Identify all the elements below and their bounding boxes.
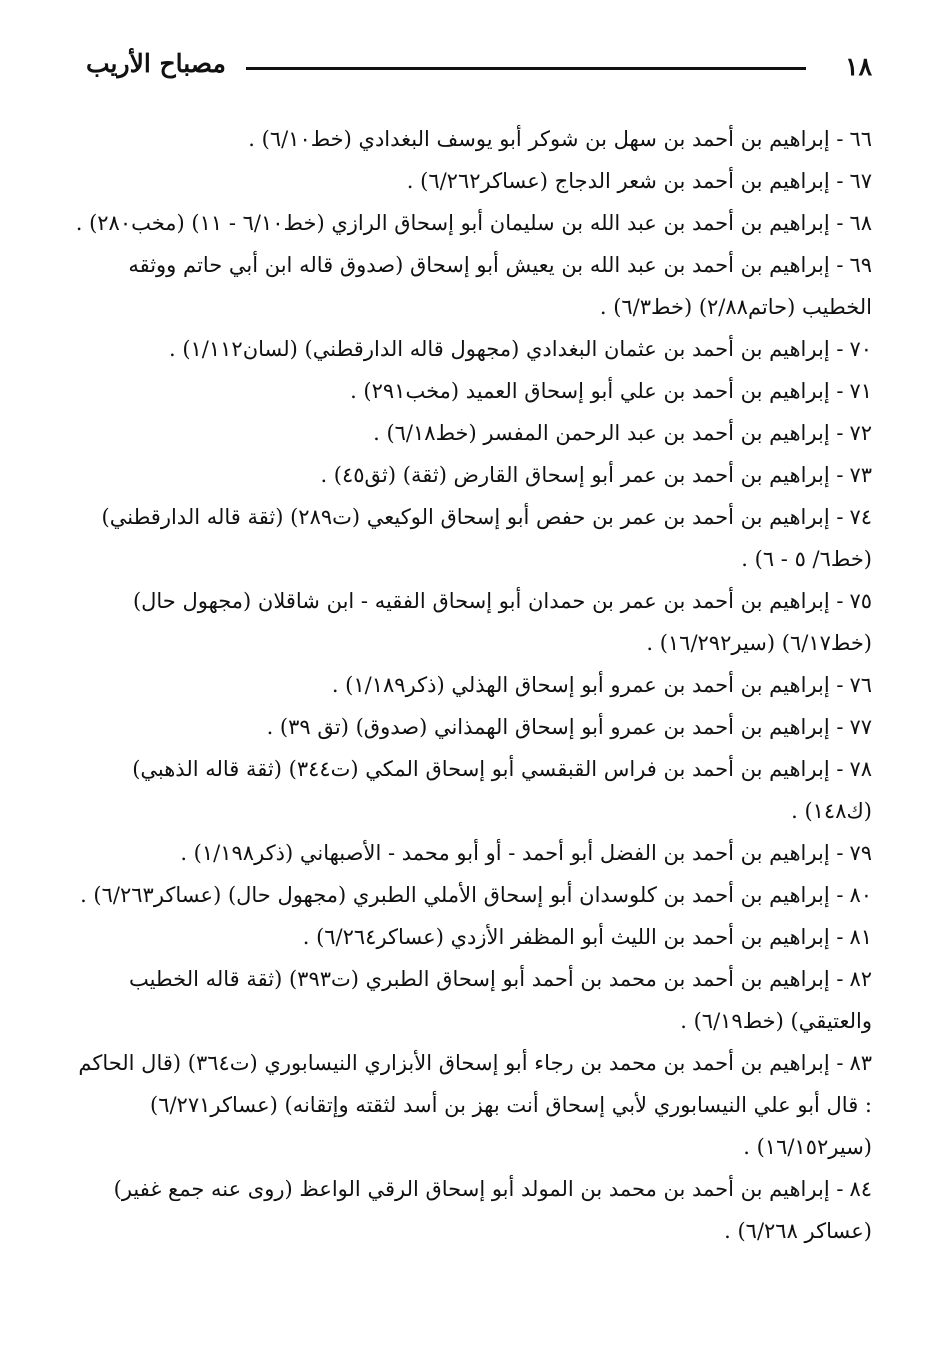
entry-80 xyxy=(68,874,872,916)
entry-number: ٦٩ xyxy=(849,253,872,277)
entry-text: - إبراهيم بن أحمد بن عمرو أبو إسحاق الهذلي (ذكر١/١٨٩) . xyxy=(331,673,844,697)
entry-83 xyxy=(68,1042,872,1168)
entry-78 xyxy=(68,748,872,832)
entry-text: - إبراهيم بن أحمد بن عمر أبو إسحاق القارض (ثقة) (ثق٤٥) . xyxy=(320,463,844,487)
entry-71 xyxy=(68,370,872,412)
entry-number: ٧٩ xyxy=(849,841,872,865)
entry-text: - إبراهيم بن أحمد بن عمرو أبو إسحاق الهمذاني (صدوق) (تق ٣٩) . xyxy=(266,715,844,739)
entry-number: ٧٧ xyxy=(849,715,872,739)
entry-73 xyxy=(68,454,872,496)
entry-81 xyxy=(68,916,872,958)
entry-84 xyxy=(68,1168,872,1252)
entry-text: - إبراهيم بن أحمد بن عمر بن حفص أبو إسحاق الوكيعي (ت٢٨٩) (ثقة قاله الدارقطني) (خط٦/ ٥ - ٦) . xyxy=(101,505,872,571)
entry-67 xyxy=(68,160,872,202)
entry-number: ٧٢ xyxy=(849,421,872,445)
entry-number: ٧٥ xyxy=(849,589,872,613)
entry-82 xyxy=(68,958,872,1042)
entry-number: ٨٢ xyxy=(849,967,872,991)
entry-72 xyxy=(68,412,872,454)
entry-text: - إبراهيم بن أحمد بن سهل بن شوكر أبو يوسف البغدادي (خط٦/١٠) . xyxy=(248,127,844,151)
entry-text: - إبراهيم بن أحمد بن محمد بن المولد أبو إسحاق الرقي الواعظ (روى عنه جمع غفير) (عساكر ٦/٢٦٨) . xyxy=(113,1177,872,1243)
entry-75 xyxy=(68,580,872,664)
entry-66 xyxy=(68,118,872,160)
entry-number: ٦٦ xyxy=(849,127,872,151)
entry-69 xyxy=(68,244,872,328)
entry-number: ٧٤ xyxy=(849,505,872,529)
entry-70 xyxy=(68,328,872,370)
header-rule xyxy=(246,67,806,70)
entries-list xyxy=(68,118,872,1252)
entry-number: ٦٧ xyxy=(849,169,872,193)
entry-text: - إبراهيم بن أحمد بن الليث أبو المظفر الأزدي (عساكر٦/٢٦٤) . xyxy=(302,925,844,949)
entry-68 xyxy=(68,202,872,244)
entry-text: - إبراهيم بن أحمد بن عبد الله بن سليمان أبو إسحاق الرازي (خط٦/١٠ - ١١) (مخب٢٨٠) . xyxy=(75,211,844,235)
entry-text: - إبراهيم بن أحمد بن عبد الرحمن المفسر (خط٦/١٨) . xyxy=(373,421,844,445)
entry-79 xyxy=(68,832,872,874)
entry-77 xyxy=(68,706,872,748)
entry-text: - إبراهيم بن أحمد بن عبد الله بن يعيش أبو إسحاق (صدوق قاله ابن أبي حاتم ووثقه الخطيب (حاتم٢/٨٨) (خط٦/٣) . xyxy=(128,253,872,319)
entry-number: ٧٨ xyxy=(849,757,872,781)
entry-number: ٨١ xyxy=(849,925,872,949)
entry-text: - إبراهيم بن أحمد بن علي أبو إسحاق العميد (مخب٢٩١) . xyxy=(350,379,844,403)
entry-text: - إبراهيم بن أحمد بن محمد بن أحمد أبو إسحاق الطبري (ت٣٩٣) (ثقة قاله الخطيب والعتيقي) (خط٦/١٩) . xyxy=(128,967,872,1033)
entry-text: - إبراهيم بن أحمد بن شعر الدجاج (عساكر٦/٢٦٢) . xyxy=(406,169,844,193)
entry-number: ٧٠ xyxy=(849,337,872,361)
entry-text: - إبراهيم بن أحمد بن محمد بن رجاء أبو إسحاق الأبزاري النيسابوري (ت٣٦٤) (قال الحاكم : قال أبو علي النيسابوري لأبي إسحاق أنت بهز بن أسد لثقته وإتقانه) (عساكر٦/٢٧١) (سير١٦/١٥٢) . xyxy=(78,1051,872,1159)
page-number: ١٨ xyxy=(845,52,872,81)
entry-76 xyxy=(68,664,872,706)
entry-text: - إبراهيم بن أحمد بن الفضل أبو أحمد - أو أبو محمد - الأصبهاني (ذكر١/١٩٨) . xyxy=(180,841,844,865)
entry-number: ٧٦ xyxy=(849,673,872,697)
entry-number: ٨٠ xyxy=(849,883,872,907)
entry-74 xyxy=(68,496,872,580)
entry-text: - إبراهيم بن أحمد بن كلوسدان أبو إسحاق الأملي الطبري (مجهول حال) (عساكر٦/٢٦٣) . xyxy=(80,883,844,907)
entry-text: - إبراهيم بن أحمد بن عثمان البغدادي (مجهول قاله الدارقطني) (لسان١/١١٢) . xyxy=(168,337,844,361)
entry-number: ٧٣ xyxy=(849,463,872,487)
book-title: مصباح الأريب xyxy=(86,49,226,78)
entry-text: - إبراهيم بن أحمد بن عمر بن حمدان أبو إسحاق الفقيه - ابن شاقلان (مجهول حال) (خط٦/١٧) (سير١٦/٢٩٢) . xyxy=(132,589,872,655)
entry-number: ٧١ xyxy=(849,379,872,403)
entry-number: ٨٤ xyxy=(849,1177,872,1201)
entry-number: ٦٨ xyxy=(849,211,872,235)
entry-number: ٨٣ xyxy=(849,1051,872,1075)
page-header xyxy=(86,48,872,90)
entry-text: - إبراهيم بن أحمد بن فراس القبقسي أبو إسحاق المكي (ت٣٤٤) (ثقة قاله الذهبي) (ك١٤٨) . xyxy=(132,757,872,823)
